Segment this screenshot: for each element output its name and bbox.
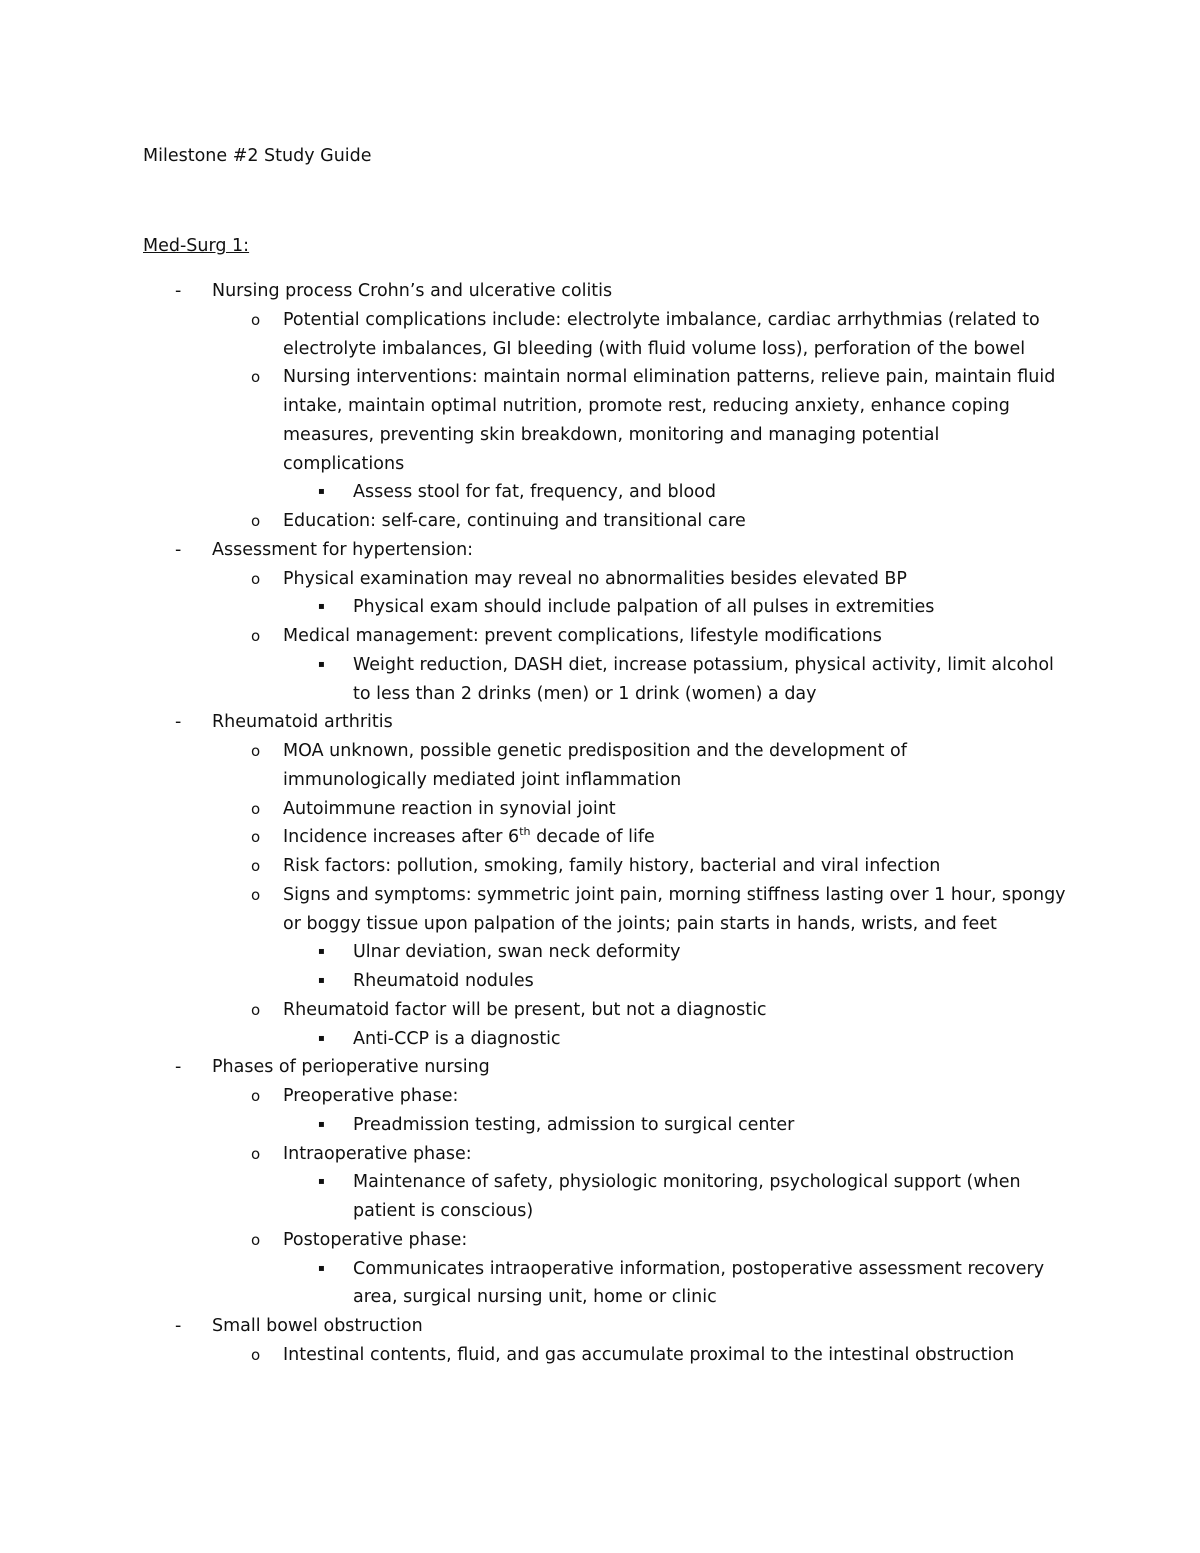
line-text: patient is conscious) [353,1201,534,1221]
circle-bullet-icon: o [251,368,261,387]
circle-bullet-icon: o [251,828,261,847]
outline-line-text [283,996,767,1025]
line-text: Weight reduction, DASH diet, increase potassium, physical activity, limit alcohol [353,654,1054,675]
outline-line-text [353,967,534,996]
outline-line-text [283,1082,458,1111]
line-text: Intestinal contents, fluid, and gas accumulate proximal to the intestinal obstruction [283,1344,1015,1365]
outline-line-text [283,622,882,651]
line-text: Physical exam should include palpation of all pulses in extremities [353,597,935,618]
line-text: Autoimmune reaction in synovial joint [283,798,616,819]
outline-line-text [283,306,1040,335]
outline-line-level-2 [0,450,1200,479]
outline-line-level-1 [0,1053,1200,1082]
circle-bullet-icon: o [251,1000,261,1019]
outline-line-level-2 [0,421,1200,450]
square-bullet-icon: ▪ [318,946,325,958]
line-text: Potential complications include: electrolyte imbalance, cardiac arrhythmias (related to [283,309,1040,330]
line-text: Communicates intraoperative information, postoperative assessment recovery [353,1258,1045,1279]
outline-line-text [353,1197,533,1226]
line-text: MOA unknown, possible genetic predisposition and the development of [283,741,907,761]
outline-line-level-2 [0,565,1200,594]
outline-line-level-3 [0,680,1200,709]
outline-line-level-2 [0,507,1200,536]
outline-line-level-2 [0,766,1200,795]
outline-line-level-2 [0,795,1200,824]
line-text: Rheumatoid factor will be present, but not a diagnostic [283,999,767,1020]
outline-line-text [353,593,934,622]
outline-line-level-2 [0,363,1200,392]
outline-line-text [353,1111,794,1140]
outline-line-level-2 [0,1226,1200,1255]
outline-line-text [283,766,681,795]
circle-bullet-icon: o [251,1230,261,1249]
outline-line-level-3 [0,1025,1200,1054]
outline-line-level-2 [0,1140,1200,1169]
outline-line-level-3 [0,1197,1200,1226]
outline-line-level-3 [0,1168,1200,1197]
outline-line-text [353,1255,1044,1284]
outline-line-text [283,1226,467,1255]
section-heading: Med-Surg 1: [143,236,250,256]
outline-line-level-2 [0,996,1200,1025]
outline-line-text [283,335,1025,364]
outline-line-text [283,392,1010,421]
square-bullet-icon: ▪ [318,486,325,498]
square-bullet-icon: ▪ [318,601,325,613]
line-text: Nursing interventions: maintain normal elimination patterns, relieve pain, maintain fluid [283,367,1056,388]
outline-line-text [212,708,393,737]
outline-line-level-2 [0,910,1200,939]
outline-line-level-3 [0,478,1200,507]
line-text: Assessment for hypertension: [212,539,474,560]
square-bullet-icon: ▪ [318,658,325,670]
outline-line-text [283,1140,472,1169]
outline-line-text [283,565,907,594]
line-text: Signs and symptoms: symmetric joint pain, morning stiffness lasting over 1 hour, spongy [283,884,1066,905]
outline-line-text [283,1341,1014,1370]
circle-bullet-icon: o [251,742,261,760]
line-text: immunologically mediated joint inflammation [283,769,682,790]
outline-line-text [353,1283,717,1312]
circle-bullet-icon: o [251,310,261,329]
outline-line-level-2 [0,392,1200,421]
outline-line-text [283,823,655,852]
line-text: electrolyte imbalances, GI bleeding (with fluid volume loss), perforation of the bowel [283,338,1026,359]
outline-line-level-3 [0,1255,1200,1284]
circle-bullet-icon: o [251,885,261,904]
outline-line-level-1 [0,536,1200,565]
outline-line-level-3 [0,1111,1200,1140]
line-text: area, surgical nursing unit, home or clinic [353,1287,717,1308]
outline-line-text [212,277,612,306]
line-text: Incidence increases after 6 [283,827,520,848]
outline-line-text [283,737,907,766]
line-text: Physical examination may reveal no abnormalities besides elevated BP [283,568,907,589]
line-text: Assess stool for fat, frequency, and blood [353,482,716,503]
page-title: Milestone #2 Study Guide [143,146,372,166]
outline-line-level-3 [0,938,1200,967]
circle-bullet-icon: o [251,627,261,645]
circle-bullet-icon: o [251,569,261,588]
outline-line-level-2 [0,823,1200,852]
outline-line-text [353,1168,1021,1197]
dash-bullet-icon: - [175,1316,182,1336]
outline-line-text [283,852,940,881]
outline-line-text [283,450,404,479]
study-guide-outline [0,277,1200,1370]
dash-bullet-icon: - [175,712,182,733]
line-text: Medical management: prevent complications, lifestyle modifications [283,626,882,646]
outline-line-level-2 [0,1082,1200,1111]
square-bullet-icon: ▪ [318,1176,325,1188]
line-text-continued: decade of life [530,827,655,848]
circle-bullet-icon: o [251,857,261,875]
outline-line-level-2 [0,737,1200,766]
outline-line-level-2 [0,881,1200,910]
line-text: measures, preventing skin breakdown, monitoring and managing potential [283,424,940,445]
line-text: Small bowel obstruction [212,1316,423,1336]
dash-bullet-icon: - [175,539,182,560]
circle-bullet-icon: o [251,1087,261,1105]
outline-line-level-3 [0,651,1200,680]
line-text: complications [283,453,405,474]
square-bullet-icon: ▪ [318,1118,325,1130]
outline-line-level-2 [0,335,1200,364]
outline-line-level-2 [0,306,1200,335]
outline-line-level-1 [0,1312,1200,1341]
line-text: Maintenance of safety, physiologic monitoring, psychological support (when [353,1172,1021,1193]
outline-line-level-3 [0,967,1200,996]
dash-bullet-icon: - [175,281,182,301]
line-text: intake, maintain optimal nutrition, promote rest, reducing anxiety, enhance coping [283,396,1010,416]
outline-line-text [283,881,1066,910]
line-text: Anti-CCP is a diagnostic [353,1028,561,1049]
square-bullet-icon: ▪ [318,975,325,986]
line-text: Preadmission testing, admission to surgical center [353,1114,795,1135]
outline-line-level-1 [0,277,1200,306]
outline-line-level-2 [0,1341,1200,1370]
line-text: or boggy tissue upon palpation of the joints; pain starts in hands, wrists, and feet [283,913,997,934]
ordinal-superscript: th [519,825,531,839]
circle-bullet-icon: o [251,512,261,530]
outline-line-text [212,536,473,565]
line-text: Education: self-care, continuing and transitional care [283,511,746,531]
outline-line-text [353,478,716,507]
line-text: to less than 2 drinks (men) or 1 drink (women) a day [353,683,817,704]
line-text: Intraoperative phase: [283,1143,472,1164]
square-bullet-icon: ▪ [318,1032,325,1044]
circle-bullet-icon: o [251,799,261,818]
outline-line-text [283,507,746,536]
circle-bullet-icon: o [251,1144,261,1163]
line-text: Phases of perioperative nursing [212,1057,490,1078]
outline-line-text [283,421,939,450]
outline-line-level-3 [0,1283,1200,1312]
outline-line-level-1 [0,708,1200,737]
outline-line-text [283,363,1055,392]
line-text: Preoperative phase: [283,1086,459,1106]
line-text: Rheumatoid arthritis [212,712,393,733]
outline-line-text [212,1312,423,1341]
line-text: Risk factors: pollution, smoking, family history, bacterial and viral infection [283,856,941,876]
outline-line-text [353,1025,561,1054]
outline-line-text [212,1053,490,1082]
line-text: Ulnar deviation, swan neck deformity [353,942,681,963]
outline-line-text [283,795,616,824]
line-text: Postoperative phase: [283,1229,468,1250]
dash-bullet-icon: - [175,1057,182,1078]
outline-line-text [353,651,1054,680]
line-text: Nursing process Crohn’s and ulcerative colitis [212,281,613,301]
square-bullet-icon: ▪ [318,1262,325,1274]
outline-line-level-3 [0,593,1200,622]
outline-line-text [283,910,997,939]
line-text: Rheumatoid nodules [353,971,534,991]
outline-line-level-2 [0,852,1200,881]
circle-bullet-icon: o [251,1345,261,1364]
outline-line-text [353,680,817,709]
outline-line-level-2 [0,622,1200,651]
outline-line-text [353,938,680,967]
